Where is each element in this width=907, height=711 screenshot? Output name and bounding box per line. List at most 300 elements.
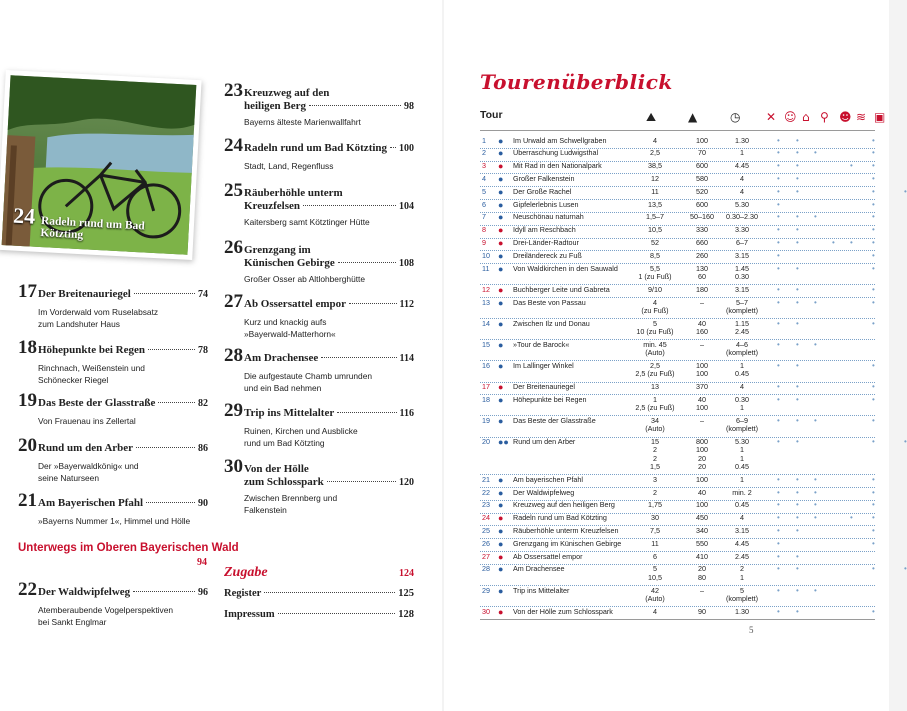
feature-dot: • bbox=[872, 394, 875, 404]
feature-dot: • bbox=[796, 225, 799, 235]
feature-dot: • bbox=[904, 564, 907, 574]
feature-dot: • bbox=[872, 250, 875, 260]
tour-distance: 3 bbox=[653, 474, 657, 484]
page-title: Tourenüberblick bbox=[480, 70, 673, 94]
leader-dots bbox=[278, 613, 396, 614]
feature-dot: • bbox=[777, 173, 780, 183]
feature-dot: • bbox=[777, 382, 780, 392]
tour-elevation: 340 bbox=[696, 526, 708, 535]
toc-entry-number: 30 bbox=[224, 456, 243, 477]
feature-dot: • bbox=[777, 148, 780, 158]
leader-dots bbox=[264, 592, 395, 593]
toc-entry-page: 78 bbox=[198, 345, 208, 356]
toc-entry-number: 21 bbox=[18, 490, 37, 511]
photo-caption-number: 24 bbox=[12, 202, 36, 229]
feature-dot: • bbox=[872, 474, 875, 484]
tour-number: 11 bbox=[482, 263, 490, 273]
impressum-page-number: 128 bbox=[398, 609, 414, 620]
tour-number: 12 bbox=[482, 284, 490, 294]
table-row[interactable] bbox=[480, 250, 875, 263]
tour-number: 13 bbox=[482, 297, 490, 307]
tour-elevation: 100 bbox=[696, 445, 708, 455]
feature-dot: • bbox=[796, 585, 799, 595]
toc-entry-subtitle: Atemberaubende Vogelperspektiven bei Sankt Englmar bbox=[38, 605, 174, 627]
leader-dots bbox=[338, 262, 396, 263]
feature-dot: • bbox=[872, 212, 875, 222]
tour-distance: 10 (zu Fuß) bbox=[636, 327, 674, 337]
tour-elevation: 370 bbox=[696, 382, 708, 392]
tour-duration: 6–9 bbox=[736, 415, 748, 425]
table-row[interactable] bbox=[480, 186, 907, 199]
tour-elevation: 180 bbox=[696, 284, 708, 294]
tour-name: Großer Falkenstein bbox=[513, 173, 575, 183]
table-row[interactable] bbox=[480, 360, 875, 381]
feature-dot: • bbox=[777, 263, 780, 273]
toc-entry-subtitle: Kurz und knackig aufs »Bayerwald-Matterhorn« bbox=[244, 317, 336, 339]
tour-type-dot: ● bbox=[498, 238, 504, 249]
tour-distance: 1 (zu Fuß) bbox=[638, 272, 672, 282]
tour-type-dot: ● bbox=[498, 500, 504, 511]
toc-entry-subtitle: Kaitersberg samt Kötztinger Hütte bbox=[244, 217, 370, 227]
toc-entry-number: 19 bbox=[18, 390, 37, 411]
tour-name: Räuberhöhle unterm Kreuzfelsen bbox=[513, 526, 619, 535]
tour-distance: 8,5 bbox=[650, 250, 660, 260]
feature-dot: • bbox=[814, 487, 817, 497]
table-row[interactable] bbox=[480, 212, 875, 225]
tour-elevation: 550 bbox=[696, 538, 708, 548]
feature-dot: • bbox=[872, 437, 875, 447]
feature-dot: • bbox=[777, 474, 780, 484]
tour-elevation: – bbox=[700, 585, 704, 595]
feature-dot: • bbox=[872, 284, 875, 294]
tour-distance: 1,75 bbox=[648, 500, 662, 510]
bus-icon: ▣ bbox=[874, 110, 886, 124]
tour-type-dot: ● bbox=[498, 415, 504, 426]
toc-entry-title: Das Beste der Glasstraße bbox=[38, 397, 156, 409]
tour-name: »Tour de Barock« bbox=[513, 339, 570, 349]
tour-type-dot: ● bbox=[498, 148, 504, 159]
toc-entry-number: 22 bbox=[18, 579, 37, 600]
tour-name: Grenzgang im Künischen Gebirge bbox=[513, 538, 622, 548]
tour-type-dot: ● bbox=[498, 186, 504, 197]
table-row[interactable] bbox=[480, 415, 875, 436]
feature-dot: • bbox=[796, 415, 799, 425]
tour-elevation: 80 bbox=[698, 572, 706, 582]
section-page-number: 94 bbox=[197, 557, 207, 568]
table-row[interactable] bbox=[480, 513, 875, 526]
tour-distance: 9/10 bbox=[648, 284, 662, 294]
toc-entry-title: Räuberhöhle unterm Kreuzfelsen 104 bbox=[244, 187, 414, 212]
tour-number: 25 bbox=[482, 526, 490, 535]
table-row[interactable] bbox=[480, 263, 875, 284]
tour-duration: 2.45 bbox=[735, 551, 749, 561]
tour-distance: 4 bbox=[653, 606, 657, 616]
tour-name: Der Waldwipfelweg bbox=[513, 487, 575, 497]
table-row[interactable] bbox=[480, 318, 875, 339]
table-row[interactable] bbox=[480, 161, 875, 174]
toc-entry[interactable] bbox=[224, 80, 414, 128]
feature-dot: • bbox=[850, 513, 853, 523]
toc-entry-title: Von der Hölle zum Schlosspark 120 bbox=[244, 463, 414, 488]
leader-dots bbox=[158, 402, 195, 403]
feature-dot: • bbox=[796, 382, 799, 392]
tour-distance: (Auto) bbox=[645, 424, 665, 434]
tour-number: 22 bbox=[482, 487, 490, 497]
feature-dot: • bbox=[904, 186, 907, 196]
header-rule bbox=[480, 130, 875, 131]
toc-entry[interactable] bbox=[18, 281, 208, 330]
tour-elevation: 40 bbox=[698, 318, 706, 328]
tour-duration: 1 bbox=[740, 360, 744, 370]
feature-dot: • bbox=[796, 526, 799, 535]
feature-dot: • bbox=[777, 297, 780, 307]
tour-type-dot: ● bbox=[498, 250, 504, 261]
register-title: Register bbox=[224, 588, 262, 599]
tour-name: Drei-Länder-Radtour bbox=[513, 238, 579, 248]
tour-elevation: 260 bbox=[696, 250, 708, 260]
toc-entry-subtitle: Ruinen, Kirchen und Ausblicke rund um Bad Kötzting bbox=[244, 426, 358, 448]
tour-number: 23 bbox=[482, 500, 490, 510]
tour-distance: 5,5 bbox=[650, 263, 660, 273]
tour-name: Am bayerischen Pfahl bbox=[513, 474, 583, 484]
toc-entry-page: 86 bbox=[198, 443, 208, 454]
tour-number: 17 bbox=[482, 382, 490, 392]
tour-elevation: 100 bbox=[696, 135, 708, 145]
feature-dot: • bbox=[796, 500, 799, 510]
feature-dot: • bbox=[796, 339, 799, 349]
tour-duration: 4–6 bbox=[736, 339, 748, 349]
tour-elevation: 160 bbox=[696, 327, 708, 337]
tour-type-dot: ● bbox=[498, 526, 504, 536]
tour-number: 16 bbox=[482, 360, 490, 370]
tour-number: 7 bbox=[482, 212, 486, 222]
table-row[interactable] bbox=[480, 585, 875, 606]
leader-dots bbox=[146, 502, 195, 503]
table-row[interactable] bbox=[480, 500, 875, 513]
zugabe-heading[interactable]: Zugabe bbox=[224, 565, 268, 580]
feature-dot: • bbox=[850, 238, 853, 248]
tour-number: 9 bbox=[482, 238, 486, 248]
tour-name: Im Lallinger Winkel bbox=[513, 360, 574, 370]
register-page-number: 125 bbox=[398, 588, 414, 599]
tour-distance: 5 bbox=[653, 564, 657, 574]
tour-duration: min. 2 bbox=[732, 487, 752, 497]
tour-duration: (komplett) bbox=[726, 424, 758, 434]
tour-name: Der Große Rachel bbox=[513, 186, 572, 196]
tour-number: 27 bbox=[482, 551, 490, 561]
feature-dot: • bbox=[872, 161, 875, 171]
feature-dot: • bbox=[777, 199, 780, 209]
feature-dot: • bbox=[904, 437, 907, 447]
feature-dot: • bbox=[872, 263, 875, 273]
tour-type-dot: ● bbox=[498, 606, 504, 617]
toc-entry-subtitle: Die aufgestaute Chamb umrunden und ein Bad nehmen bbox=[244, 371, 373, 393]
table-row[interactable] bbox=[480, 135, 875, 148]
table-row[interactable] bbox=[480, 474, 875, 487]
table-row[interactable] bbox=[480, 173, 875, 186]
feature-dot: • bbox=[777, 394, 780, 404]
tour-duration: (komplett) bbox=[726, 305, 758, 315]
toc-entry-number: 24 bbox=[224, 135, 243, 156]
feature-dot: • bbox=[777, 437, 780, 447]
tour-distance: 10,5 bbox=[648, 225, 662, 235]
leader-dots bbox=[148, 349, 195, 350]
restaurant-icon: ✕ bbox=[766, 110, 777, 124]
table-row[interactable] bbox=[480, 225, 875, 238]
tour-name: Von der Hölle zum Schlosspark bbox=[513, 606, 613, 616]
toc-entry[interactable] bbox=[18, 490, 208, 527]
feature-dot: • bbox=[796, 394, 799, 404]
tour-name: Gipfelerlebnis Lusen bbox=[513, 199, 579, 209]
leader-dots bbox=[390, 147, 396, 148]
toc-entry-number: 25 bbox=[224, 180, 243, 201]
tour-elevation: 580 bbox=[696, 173, 708, 183]
leader-dots bbox=[133, 591, 195, 592]
toc-entry-page: 82 bbox=[198, 398, 208, 409]
toc-entry[interactable] bbox=[18, 435, 208, 484]
toc-entry-subtitle: Von Frauenau ins Zellertal bbox=[38, 416, 136, 426]
table-row[interactable] bbox=[480, 238, 875, 251]
tour-name: Höhepunkte bei Regen bbox=[513, 394, 587, 404]
feature-dot: • bbox=[796, 263, 799, 273]
feature-dot: • bbox=[796, 186, 799, 196]
toc-entry[interactable] bbox=[224, 237, 414, 285]
toc-entry-title: Grenzgang im Künischen Gebirge 108 bbox=[244, 244, 414, 269]
feature-dot: • bbox=[796, 173, 799, 183]
table-row[interactable] bbox=[480, 394, 875, 415]
toc-entry[interactable] bbox=[224, 400, 414, 449]
tour-distance: 2,5 (zu Fuß) bbox=[635, 403, 675, 413]
section-heading[interactable]: Unterwegs im Oberen Bayerischen Wald bbox=[18, 542, 239, 554]
feature-dot: • bbox=[777, 161, 780, 171]
tour-number: 24 bbox=[482, 513, 490, 523]
register-entry[interactable] bbox=[224, 588, 414, 599]
tour-name: Zwischen Ilz und Donau bbox=[513, 318, 590, 328]
tour-duration: 3.15 bbox=[735, 284, 749, 294]
tour-type-dot: ● bbox=[498, 360, 504, 371]
toc-entry-subtitle: Zwischen Brennberg und Falkenstein bbox=[244, 493, 338, 515]
toc-entry-title: Trip ins Mittelalter bbox=[244, 407, 335, 419]
tour-elevation: 40 bbox=[698, 487, 706, 497]
tour-distance: 12 bbox=[651, 173, 659, 183]
leader-dots bbox=[337, 412, 396, 413]
toc-entry[interactable] bbox=[18, 579, 208, 628]
tour-type-dot: ● bbox=[498, 339, 504, 350]
leader-dots bbox=[134, 293, 195, 294]
toc-entry-page: 98 bbox=[404, 101, 414, 112]
tour-duration: 0.45 bbox=[735, 461, 749, 471]
toc-entry[interactable] bbox=[224, 180, 414, 228]
toc-entry[interactable] bbox=[224, 291, 414, 340]
tour-type-dot: ●● bbox=[498, 437, 509, 448]
toc-entry[interactable] bbox=[18, 337, 208, 386]
table-row[interactable] bbox=[480, 148, 875, 161]
feature-dot: • bbox=[777, 551, 780, 561]
tour-name: Kreuzweg auf den heiligen Berg bbox=[513, 500, 615, 510]
tour-name: Rund um den Arber bbox=[513, 437, 576, 447]
table-row[interactable] bbox=[480, 526, 875, 539]
tour-elevation: 130 bbox=[696, 263, 708, 273]
tour-elevation: 50–160 bbox=[690, 212, 714, 222]
tour-number: 3 bbox=[482, 161, 486, 171]
tour-type-dot: ● bbox=[498, 212, 504, 223]
table-row[interactable] bbox=[480, 487, 875, 500]
tour-name: Dreiländereck zu Fuß bbox=[513, 250, 582, 260]
tour-name: Das Beste der Glasstraße bbox=[513, 415, 596, 425]
table-row[interactable] bbox=[480, 284, 875, 297]
tour-name: Von Waldkirchen in den Sauwald bbox=[513, 263, 618, 273]
tour-elevation: 70 bbox=[698, 148, 706, 158]
tour-type-dot: ● bbox=[498, 318, 504, 329]
feature-dot: • bbox=[814, 474, 817, 484]
table-row[interactable] bbox=[480, 437, 907, 475]
tour-name: Trip ins Mittelalter bbox=[513, 585, 570, 595]
tour-number: 19 bbox=[482, 415, 490, 425]
leader-dots bbox=[309, 105, 401, 106]
leader-dots bbox=[303, 205, 396, 206]
tour-number: 8 bbox=[482, 225, 486, 235]
feature-dot: • bbox=[872, 487, 875, 497]
tour-name: Der Breitenauriegel bbox=[513, 382, 575, 392]
feature-dot: • bbox=[872, 415, 875, 425]
feature-dot: • bbox=[796, 284, 799, 294]
tour-duration: 1.30 bbox=[735, 135, 749, 145]
feature-dot: • bbox=[832, 238, 835, 248]
tour-elevation: 800 bbox=[696, 437, 708, 447]
tour-duration: 1.15 bbox=[735, 318, 749, 328]
table-row[interactable] bbox=[480, 199, 875, 212]
tour-elevation: 520 bbox=[696, 186, 708, 196]
table-row[interactable] bbox=[480, 564, 907, 585]
feature-dot: • bbox=[814, 148, 817, 158]
toc-entry-page: 96 bbox=[198, 587, 208, 598]
tour-duration: 4.45 bbox=[735, 538, 749, 548]
toc-entry[interactable] bbox=[224, 345, 414, 394]
toc-entry-page: 100 bbox=[399, 143, 414, 154]
table-row[interactable] bbox=[480, 339, 875, 360]
impressum-entry[interactable] bbox=[224, 609, 414, 620]
tour-name: Radeln rund um Bad Kötzting bbox=[513, 513, 607, 523]
tour-type-dot: ● bbox=[498, 474, 504, 485]
feature-dot: • bbox=[796, 513, 799, 523]
toc-entry[interactable] bbox=[18, 390, 208, 427]
tour-distance: 13 bbox=[651, 382, 659, 392]
tour-type-dot: ● bbox=[498, 263, 504, 274]
tour-column-header: Tour bbox=[480, 109, 503, 121]
tour-duration: 5–7 bbox=[736, 297, 748, 307]
tour-duration: 3.15 bbox=[735, 526, 749, 535]
tour-elevation: 100 bbox=[696, 403, 708, 413]
feature-dot: • bbox=[872, 318, 875, 328]
feature-dot: • bbox=[777, 415, 780, 425]
impressum-title: Impressum bbox=[224, 609, 275, 620]
table-row[interactable] bbox=[480, 382, 875, 395]
tour-elevation: 20 bbox=[698, 453, 706, 463]
toc-entry-title: Ab Ossersattel empor bbox=[244, 298, 347, 310]
tour-distance: 11 bbox=[651, 186, 659, 196]
tour-duration: 6–7 bbox=[736, 238, 748, 248]
tour-number: 20 bbox=[482, 437, 490, 447]
toc-entry-page: 112 bbox=[399, 299, 414, 310]
tour-photo bbox=[2, 75, 197, 255]
toc-entry-number: 20 bbox=[18, 435, 37, 456]
tour-duration: 5.30 bbox=[735, 199, 749, 209]
toc-entry-number: 27 bbox=[224, 291, 243, 312]
feature-dot: • bbox=[872, 360, 875, 370]
zugabe-page-number: 124 bbox=[399, 568, 414, 579]
feature-dot: • bbox=[777, 487, 780, 497]
tour-elevation: 660 bbox=[696, 238, 708, 248]
tour-number: 18 bbox=[482, 394, 490, 404]
tour-elevation: 410 bbox=[696, 551, 708, 561]
tour-name: Mit Rad in den Nationalpark bbox=[513, 161, 602, 171]
toc-entry[interactable] bbox=[224, 456, 414, 516]
feature-dot: • bbox=[814, 212, 817, 222]
feature-dot: • bbox=[796, 161, 799, 171]
toc-entry-title: Am Bayerischen Pfahl bbox=[38, 497, 144, 509]
toc-entry-number: 18 bbox=[18, 337, 37, 358]
toc-entry-number: 17 bbox=[18, 281, 37, 302]
feature-dot: • bbox=[777, 526, 780, 535]
tour-duration: 1 bbox=[740, 453, 744, 463]
feature-dot: • bbox=[872, 538, 875, 548]
tour-type-dot: ● bbox=[498, 225, 504, 236]
feature-dot: • bbox=[872, 500, 875, 510]
table-row[interactable] bbox=[480, 297, 875, 318]
toc-entry[interactable] bbox=[224, 135, 414, 172]
toc-entry-title: Der Waldwipfelweg bbox=[38, 586, 131, 598]
hiking-icon: ⛰ bbox=[646, 110, 657, 124]
tour-duration: 4 bbox=[740, 173, 744, 183]
tour-elevation: 330 bbox=[696, 225, 708, 235]
toc-entry-title: Radeln rund um Bad Kötzting bbox=[244, 142, 388, 154]
tour-number: 1 bbox=[482, 135, 486, 145]
smiley-icon: ☺ bbox=[784, 110, 797, 124]
tour-distance: (Auto) bbox=[645, 348, 665, 358]
toc-entry-number: 26 bbox=[224, 237, 243, 258]
tour-name: Neuschönau naturnah bbox=[513, 212, 584, 222]
toc-entry-title: Kreuzweg auf den heiligen Berg 98 bbox=[244, 87, 414, 112]
tour-distance: 7,5 bbox=[650, 526, 660, 535]
tour-type-dot: ● bbox=[498, 297, 504, 308]
tour-distance: 2,5 bbox=[650, 360, 660, 370]
feature-dot: • bbox=[777, 500, 780, 510]
footer-rule bbox=[480, 619, 875, 620]
table-row[interactable] bbox=[480, 606, 875, 619]
feature-dot: • bbox=[796, 360, 799, 370]
museum-icon: ⌂ bbox=[802, 110, 810, 124]
toc-entry-page: 120 bbox=[399, 477, 414, 488]
tour-duration: 5 bbox=[740, 585, 744, 595]
feature-dot: • bbox=[777, 186, 780, 196]
toc-entry-subtitle: Bayerns älteste Marienwallfahrt bbox=[244, 117, 361, 127]
feature-dot: • bbox=[777, 284, 780, 294]
feature-dot: • bbox=[872, 148, 875, 158]
tour-type-dot: ● bbox=[498, 382, 504, 393]
tour-distance: 30 bbox=[651, 513, 659, 523]
feature-dot: • bbox=[777, 585, 780, 595]
tour-distance: 13,5 bbox=[648, 199, 662, 209]
feature-dot: • bbox=[872, 297, 875, 307]
tour-elevation: 600 bbox=[696, 161, 708, 171]
tour-distance: 4 bbox=[653, 297, 657, 307]
table-row[interactable] bbox=[480, 538, 875, 551]
feature-dot: • bbox=[872, 526, 875, 535]
table-row[interactable] bbox=[480, 551, 875, 564]
toc-entry-number: 28 bbox=[224, 345, 243, 366]
tour-distance: 2 bbox=[653, 453, 657, 463]
feature-dot: • bbox=[872, 238, 875, 248]
